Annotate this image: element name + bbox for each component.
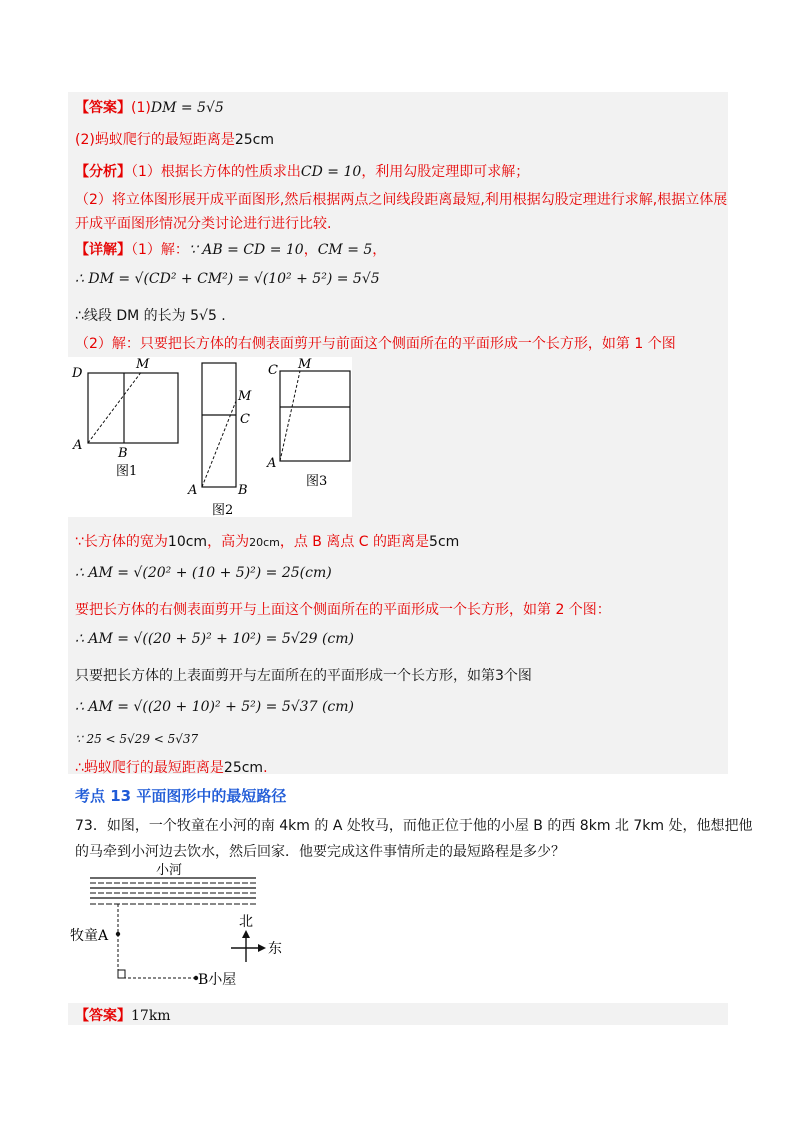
fig2-label-a: A bbox=[188, 483, 198, 498]
figure-3 bbox=[266, 357, 350, 489]
fig2-label-b: B bbox=[238, 483, 248, 498]
point-a bbox=[116, 932, 120, 936]
fig1-label-b: B bbox=[118, 446, 128, 461]
answer-part1-expr: DM = 5√5 bbox=[150, 100, 224, 116]
answer-line-2 bbox=[75, 129, 274, 149]
detail-line-11: ∵ 25 < 5√29 < 5√37 bbox=[75, 732, 199, 746]
detail-line-7: 要把长方体的右侧表面剪开与上面这个侧面所在的平面形成一个长方形，如第 2 个图： bbox=[75, 602, 611, 618]
answer-line-1 bbox=[75, 97, 224, 117]
problem-answer bbox=[75, 1005, 171, 1025]
detail-line-1: 【详解】（1）解：∵ AB = CD = 10，CM = 5， bbox=[75, 242, 387, 258]
detail-line12-a: ∴蚂蚁爬行的最短距离是 bbox=[75, 760, 224, 776]
detail-line12-c: . bbox=[263, 760, 268, 776]
detail-line-6: ∴ AM = √(20² + (10 + 5)²) = 25(cm) bbox=[75, 565, 332, 581]
detail-line-12 bbox=[75, 757, 268, 777]
north-label: 北 bbox=[239, 914, 253, 930]
fig1-caption: 图1 bbox=[116, 464, 138, 479]
hut-label: B小屋 bbox=[198, 972, 237, 988]
shepherd-label: 牧童A bbox=[70, 928, 109, 944]
detail-line1-b: CM = 5 bbox=[317, 242, 373, 258]
detail-line5-w: 10cm bbox=[167, 534, 208, 550]
fig2-caption: 图2 bbox=[212, 503, 234, 517]
analysis-line-3: 开成平面图形情况分类讨论进行进行比较. bbox=[75, 216, 332, 232]
detail-line-5 bbox=[75, 531, 459, 551]
compass bbox=[231, 914, 282, 962]
detail-line-9: 只要把长方体的上表面剪开与左面所在的平面形成一个长方形，如第3个图 bbox=[75, 668, 532, 684]
river-lines bbox=[90, 878, 256, 904]
fig1-label-a: A bbox=[73, 438, 83, 453]
fig3-label-m: M bbox=[298, 357, 312, 372]
figure-2 bbox=[187, 363, 252, 517]
detail-line-10: ∴ AM = √((20 + 10)² + 5²) = 5√37 (cm) bbox=[75, 699, 354, 715]
unfolding-figures bbox=[68, 357, 352, 517]
problem-answer-tag: 【答案】 bbox=[75, 1008, 131, 1024]
river-figure bbox=[68, 858, 328, 998]
detail-line5-d: 5cm bbox=[429, 534, 460, 550]
detail-line5-c: ，点 B 离点 C 的距离是 bbox=[279, 534, 430, 550]
figure-1 bbox=[71, 357, 178, 479]
fig3-label-a: A bbox=[267, 456, 277, 471]
detail-line5-h: 20cm bbox=[249, 536, 280, 549]
detail-line-3: ∴线段 DM 的长为 5√5 . bbox=[75, 308, 226, 324]
detail-line5-a: ∵长方体的宽为 bbox=[75, 534, 168, 550]
fig3-caption: 图3 bbox=[306, 474, 328, 489]
detail-line1-a: （1）解： bbox=[131, 242, 189, 258]
fig1-label-m: M bbox=[136, 357, 150, 372]
east-arrow-icon bbox=[258, 944, 266, 952]
detail-line-2: ∴ DM = √(CD² + CM²) = √(10² + 5²) = 5√5 bbox=[75, 271, 380, 287]
detail-line-4: （2）解：只要把长方体的右侧表面剪开与前面这个侧面所在的平面形成一个长方形，如第 1 个图 bbox=[75, 336, 676, 352]
detail-line1-expr: ∵ AB = CD = 10 bbox=[188, 242, 304, 258]
analysis-tag: 【分析】 bbox=[75, 164, 131, 180]
river-label: 小河 bbox=[156, 863, 183, 878]
detail-line5-b: ，高为 bbox=[207, 534, 250, 550]
fig2-label-m: M bbox=[238, 389, 252, 404]
analysis-line1-expr: CD = 10 bbox=[300, 164, 362, 180]
fig3-label-c: C bbox=[268, 363, 278, 378]
detail-tag: 【详解】 bbox=[75, 242, 131, 258]
analysis-line1-b: ，利用勾股定理即可求解； bbox=[361, 164, 530, 180]
problem-line-1: 73．如图，一个牧童在小河的南 4km 的 A 处牧马，而他正位于他的小屋 B 的西 8km 北 7km 处，他想把他 bbox=[75, 818, 753, 834]
answer-part2: (2)蚂蚁爬行的最短距离是 bbox=[75, 132, 235, 148]
answer-part1-prefix: (1) bbox=[131, 100, 151, 116]
right-angle-mark bbox=[118, 970, 125, 978]
analysis-line1-a: （1）根据长方体的性质求出 bbox=[131, 164, 301, 180]
analysis-line-2: （2）将立体图形展开成平面图形,然后根据两点之间线段距离最短,利用根据勾股定理进行求解,根据立体展 bbox=[75, 192, 728, 208]
section-title: 考点 13 平面图形中的最短路径 bbox=[75, 787, 287, 805]
fig1-label-d: D bbox=[72, 366, 83, 381]
north-arrow-icon bbox=[242, 930, 250, 938]
answer-part2-value: 25cm bbox=[234, 132, 274, 148]
detail-line12-b: 25cm bbox=[223, 760, 264, 776]
analysis-line-1 bbox=[75, 161, 529, 181]
east-label: 东 bbox=[268, 941, 282, 957]
figures-panel bbox=[68, 357, 352, 517]
problem-line-2: 的马牵到小河边去饮水，然后回家．他要完成这件事情所走的最短路程是多少？ bbox=[75, 844, 565, 860]
problem-answer-value: 17km bbox=[131, 1008, 171, 1024]
detail-line-8: ∴ AM = √((20 + 5)² + 10²) = 5√29 (cm) bbox=[75, 631, 354, 647]
fig2-label-c: C bbox=[240, 412, 250, 427]
answer-tag: 【答案】 bbox=[75, 100, 131, 116]
